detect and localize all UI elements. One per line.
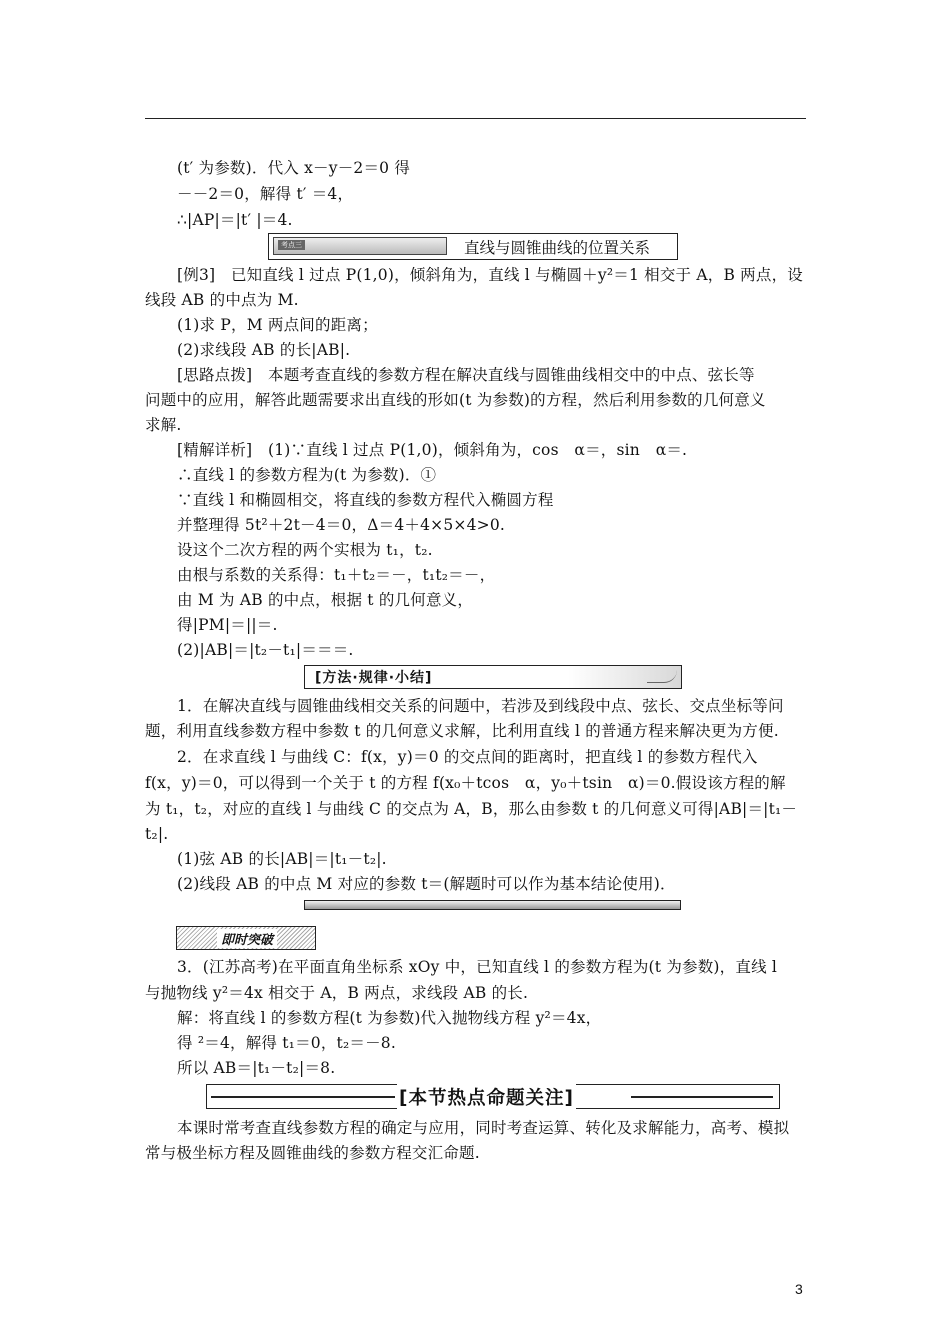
text-line: 题，利用直线参数方程中参数 t 的几何意义求解，比利用直线 l 的普通方程来解决更为方便. (145, 722, 779, 740)
exercise-heading: 3．(江苏高考)在平面直角坐标系 xOy 中，已知直线 l 的参数方程为(t 为参数)，直线 l (177, 958, 778, 976)
text-line: (1)弦 AB 的长|AB|＝|t₁－t₂|. (177, 850, 387, 868)
topic-banner-decoration (273, 237, 447, 255)
text-line: 由根与系数的关系得：t₁＋t₂＝－，t₁t₂＝－， (177, 566, 496, 584)
text-line: 设这个二次方程的两个实根为 t₁，t₂. (177, 541, 433, 559)
text-line: t₂|. (145, 825, 169, 843)
practice-title: 即时突破 (217, 929, 277, 948)
text-line: 2．在求直线 l 与曲线 C：f(x，y)＝0 的交点间的距离时，把直线 l 的参数方程代入 (177, 748, 758, 766)
text-line: 由 M 为 AB 的中点，根据 t 的几何意义， (177, 591, 474, 609)
text-line: 得|PM|＝||＝. (177, 616, 278, 634)
banner-bar-left (211, 1096, 395, 1098)
text-line: (1)求 P，M 两点间的距离； (177, 316, 378, 334)
text-line: 得 ²＝4，解得 t₁＝0，t₂＝－8. (177, 1034, 396, 1052)
text-line: 1．在解决直线与圆锥曲线相交关系的问题中，若涉及到线段中点、弦长、交点坐标等问 (177, 697, 784, 715)
text-line: (2)线段 AB 的中点 M 对应的参数 t＝(解题时可以作为基本结论使用)． (177, 875, 676, 893)
text-line: 常与极坐标方程及圆锥曲线的参数方程交汇命题. (145, 1144, 480, 1162)
text-line: [思路点拨] 本题考查直线的参数方程在解决直线与圆锥曲线相交中的中点、弦长等 (177, 366, 755, 384)
text-line: －－2＝0，解得 t′ ＝4， (177, 185, 354, 203)
method-banner (304, 665, 682, 689)
text-line: 与抛物线 y²＝4x 相交于 A，B 两点，求线段 AB 的长. (145, 984, 529, 1002)
text-line: ∴直线 l 的参数方程为(t 为参数)．① (177, 466, 437, 484)
text-line: 解：将直线 l 的参数方程(t 为参数)代入抛物线方程 y²＝4x， (177, 1009, 602, 1027)
text-line: 本课时常考查直线参数方程的确定与应用，同时考查运算、转化及求解能力，高考、模拟 (177, 1119, 790, 1137)
text-line: (2)|AB|＝|t₂－t₁|＝＝＝. (177, 641, 354, 659)
text-line: 所以 AB＝|t₁－t₂|＝8. (177, 1059, 336, 1077)
page-curl-decoration (647, 670, 677, 683)
text-line: ∴|AP|＝|t′ |＝4. (177, 211, 293, 229)
hot-topics-title: [本节热点命题关注] (397, 1084, 576, 1110)
example-heading: [例3] 已知直线 l 过点 P(1,0)，倾斜角为，直线 l 与椭圆＋y²＝1 相交于 A，B 两点，设 (177, 266, 803, 284)
section-divider (304, 900, 681, 910)
text-line: 线段 AB 的中点为 M. (145, 291, 299, 309)
topic-tag: 考点三 (278, 240, 305, 250)
banner-bar-right (631, 1096, 773, 1098)
text-line: (2)求线段 AB 的长|AB|. (177, 341, 351, 359)
page-number: 3 (795, 1281, 803, 1297)
header-rule (145, 118, 806, 119)
practice-banner (176, 926, 316, 950)
text-line: [精解详析] (1)∵直线 l 过点 P(1,0)，倾斜角为，cos α＝，sin α＝. (177, 441, 688, 459)
text-line: 为 t₁，t₂，对应的直线 l 与曲线 C 的交点为 A，B，那么由参数 t 的几何意义可得|AB|＝|t₁－ (145, 800, 798, 818)
hot-topics-banner (206, 1084, 780, 1109)
method-title: [方法·规律·小结] (315, 670, 433, 686)
text-line: 并整理得 5t²＋2t－4＝0，Δ＝4＋4×5×4>0. (177, 516, 506, 534)
topic-banner (268, 233, 678, 260)
text-line: ∵直线 l 和椭圆相交，将直线的参数方程代入椭圆方程 (177, 491, 554, 509)
text-line: (t′ 为参数)．代入 x－y－2＝0 得 (177, 159, 411, 177)
text-line: f(x，y)＝0，可以得到一个关于 t 的方程 f(x₀＋tcos α，y₀＋tsin α)＝0.假设该方程的解 (145, 774, 786, 792)
text-line: 问题中的应用，解答此题需要求出直线的形如(t 为参数)的方程，然后利用参数的几何意义 (145, 391, 766, 409)
text-line: 求解. (145, 416, 182, 434)
topic-title: 直线与圆锥曲线的位置关系 (464, 239, 651, 257)
